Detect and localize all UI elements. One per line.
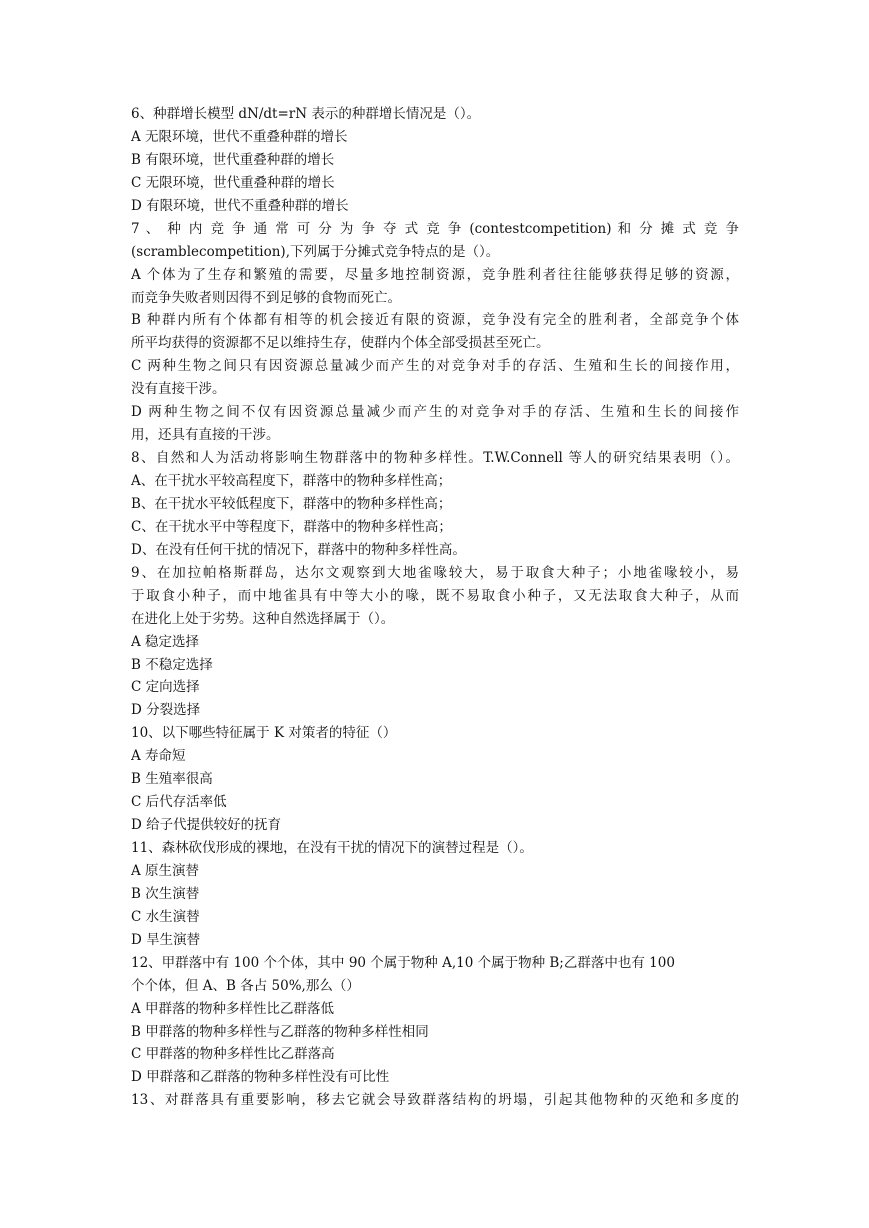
text-line: B 生殖率很高: [131, 771, 213, 788]
text-line: D 有限环境，世代不重叠种群的增长: [131, 197, 349, 214]
text-line: D、在没有任何干扰的情况下，群落中的物种多样性高。: [131, 541, 466, 558]
text-line: 9、在加拉帕格斯群岛，达尔文观察到大地雀喙较大，易于取食大种子；小地雀喙较小，易: [131, 564, 739, 581]
text-line: B 有限环境，世代重叠种群的增长: [131, 151, 335, 168]
text-line: B 甲群落的物种多样性与乙群落的物种多样性相同: [131, 1023, 429, 1040]
text-line: D 两种生物之间不仅有因资源总量减少而产生的对竞争对手的存活、生殖和生长的间接作: [131, 404, 739, 421]
text-line: 所平均获得的资源都不足以维持生存，使群内个体全部受损甚至死亡。: [131, 335, 550, 352]
text-line: A 原生演替: [131, 862, 200, 879]
text-line: A 寿命短: [131, 748, 186, 765]
text-line: C 两种生物之间只有因资源总量减少而产生的对竞争对手的存活、生殖和生长的间接作用，: [131, 358, 739, 375]
text-line: C 无限环境，世代重叠种群的增长: [131, 174, 335, 191]
text-line: D 分裂选择: [131, 702, 201, 719]
text-line: D 甲群落和乙群落的物种多样性没有可比性: [131, 1069, 390, 1086]
text-line: 个个体，但 A、B 各占 50%,那么（）: [131, 977, 360, 994]
text-line: 10、以下哪些特征属于 K 对策者的特征（）: [131, 725, 397, 742]
text-line: C 水生演替: [131, 908, 200, 925]
text-line: A 无限环境，世代不重叠种群的增长: [131, 128, 348, 145]
text-line: A 个体为了生存和繁殖的需要，尽量多地控制资源，竞争胜利者往往能够获得足够的资源，: [131, 266, 739, 283]
text-line: D 旱生演替: [131, 931, 201, 948]
text-line: B 次生演替: [131, 885, 200, 902]
text-line: D 给子代提供较好的抚育: [131, 817, 282, 834]
text-line: 13、对群落具有重要影响，移去它就会导致群落结构的坍塌，引起其他物种的灭绝和多度的: [131, 1092, 739, 1109]
text-line: 11、森林砍伐形成的裸地，在没有干扰的情况下的演替过程是（）。: [131, 840, 533, 856]
text-line: 在进化上处于劣势。这种自然选择属于（）。: [131, 610, 395, 627]
text-line: C 后代存活率低: [131, 794, 227, 811]
text-line: 而竞争失败者则因得不到足够的食物而死亡。: [131, 289, 401, 306]
text-line: B 不稳定选择: [131, 656, 213, 673]
text-line: A 甲群落的物种多样性比乙群落低: [131, 1000, 335, 1017]
text-line: A、在干扰水平较高程度下，群落中的物种多样性高；: [131, 473, 452, 489]
text-line: 用，还具有直接的干涉。: [131, 427, 280, 444]
text-line: 6、种群增长模型 dN/dt=rN 表示的种群增长情况是（）。: [131, 106, 481, 122]
text-line: C 定向选择: [131, 679, 200, 696]
text-line: 没有直接干涉。: [131, 381, 226, 398]
text-line: B 种群内所有个体都有相等的机会接近有限的资源，竞争没有完全的胜利者，全部竞争个体: [131, 312, 739, 329]
text-line: 8、自然和人为活动将影响生物群落中的物种多样性。T.W.Connell 等人的研究结果表明（）。: [131, 450, 739, 467]
text-line: C、在干扰水平中等程度下，群落中的物种多样性高；: [131, 518, 452, 535]
document-page: [131, 103, 739, 1112]
text-line: 7 、 种 内 竞 争 通 常 可 分 为 争 夺 式 竞 争 (contestcompetition) 和 分 摊 式 竞 争: [131, 220, 739, 237]
text-line: A 稳定选择: [131, 633, 200, 650]
text-line: B、在干扰水平较低程度下，群落中的物种多样性高；: [131, 495, 452, 512]
text-line: (scramblecompetition),下列属于分摊式竞争特点的是（）。: [131, 243, 500, 260]
text-line: 于取食小种子，而中地雀具有中等大小的喙，既不易取食小种子，又无法取食大种子，从而: [131, 587, 739, 604]
text-line: C 甲群落的物种多样性比乙群落高: [131, 1046, 335, 1063]
text-line: 12、甲群落中有 100 个个体，其中 90 个属于物种 A,10 个属于物种 B;乙群落中也有 100: [131, 954, 675, 971]
